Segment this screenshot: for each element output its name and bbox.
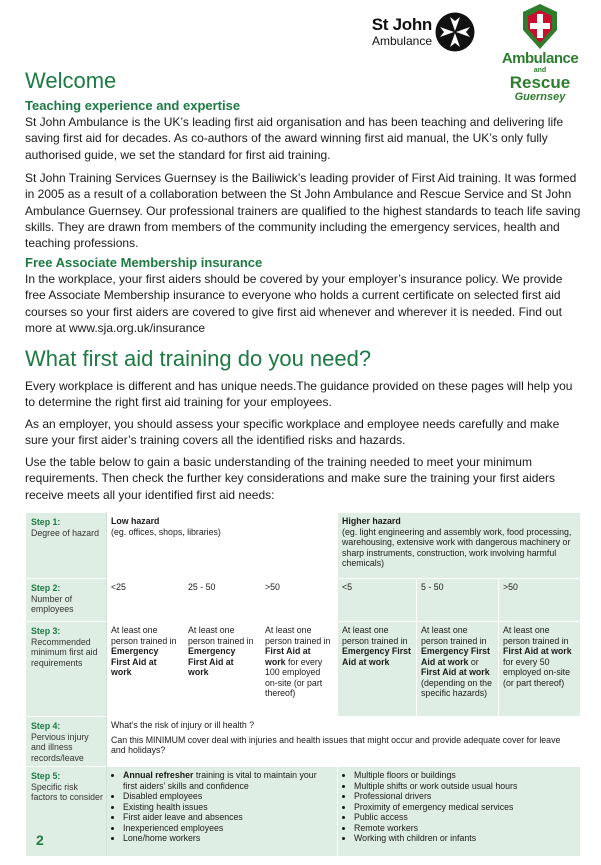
requirement-course: Emergency First Aid at work xyxy=(111,646,159,677)
list-item: • Lone/home workers xyxy=(123,833,333,844)
employee-range-cell: <5 xyxy=(338,579,417,622)
list-item xyxy=(123,770,333,791)
step-1-label xyxy=(26,513,107,579)
step-5-desc: Specific risk factors to consider xyxy=(31,781,103,802)
step-1-desc: Degree of hazard xyxy=(31,527,99,538)
training-paragraph-3: Use the table below to gain a basic understanding of the training needed to meet your minimum requirements. Then check the further key considerations and make sure the training your first aiders receive meets all your identified first aid needs: xyxy=(25,455,556,502)
table-row-step-2 xyxy=(26,579,581,622)
list-item: • Multiple shifts or work outside usual hours xyxy=(354,781,576,792)
welcome-heading: Welcome xyxy=(25,68,117,93)
requirement-cell xyxy=(417,622,499,717)
list-item: • Inexperienced employees xyxy=(123,823,333,834)
requirement-cell xyxy=(261,622,338,717)
insurance-paragraph: In the workplace, your first aiders should be covered by your employer’s insurance policy. We provide free Associate Membership insurance to everyone who holds a current certificate on selected first aid courses so your first aiders are covered to give first aid whenever and wherever it is needed. Find out more at www.sja.org.uk/insurance xyxy=(25,272,563,335)
step-2-desc: Number of employees xyxy=(31,593,74,614)
table-row-step-4 xyxy=(26,717,581,767)
requirement-course: Emergency First Aid at work xyxy=(188,646,236,677)
table-divider xyxy=(106,512,107,856)
requirement-text: or xyxy=(468,656,479,667)
requirement-course: First Aid at work xyxy=(421,667,490,677)
training-paragraph-2: As an employer, you should assess your specific workplace and employee needs carefully and make sure your first aider’s training covers all the identified risks and hazards. xyxy=(25,417,560,448)
risk-factors-left-list xyxy=(111,770,333,844)
step-2-label xyxy=(26,579,107,622)
step-4-label xyxy=(26,717,107,767)
requirement-cell xyxy=(184,622,261,717)
arg-wordmark-line1: Ambulance xyxy=(501,50,579,67)
arg-wordmark-line3: Rescue xyxy=(509,73,571,92)
higher-hazard-title: Higher hazard xyxy=(342,516,401,526)
step-2-title: Step 2: xyxy=(31,583,61,593)
insurance-subheading: Free Associate Membership insurance xyxy=(25,255,263,270)
step-3-label xyxy=(26,622,107,717)
list-item: • Existing health issues xyxy=(123,802,333,813)
list-item: • Professional drivers xyxy=(354,791,576,802)
step-4-title: Step 4: xyxy=(31,721,61,731)
requirement-text: At least one person trained in xyxy=(265,625,331,646)
list-item: • Working with children or infants xyxy=(354,833,576,844)
requirement-cell xyxy=(338,622,417,717)
list-item: • Public access xyxy=(354,812,576,823)
requirement-text: (depending on the specific hazards) xyxy=(421,677,492,698)
higher-hazard-desc: (eg. light engineering and assembly work, food processing, warehousing, extensive work with dangerous machinery or sharp instruments, construction, work involving harmful chemicals) xyxy=(342,526,572,568)
requirement-cell xyxy=(107,622,184,717)
training-heading: What first aid training do you need? xyxy=(25,346,372,371)
page-number: 2 xyxy=(36,832,44,848)
requirement-text: At least one person trained in xyxy=(342,625,408,646)
training-paragraph-1: Every workplace is different and has unique needs.The guidance provided on these pages will help you to determine the right first aid training for your employees. xyxy=(25,379,573,410)
step-4-desc: Pervious injury and illness records/leave xyxy=(31,731,89,763)
risk-questions-cell xyxy=(107,717,581,767)
low-hazard-desc: (eg. offices, shops, libraries) xyxy=(111,526,221,537)
arg-wordmark-line4: Guernsey xyxy=(514,91,566,103)
step-1-title: Step 1: xyxy=(31,517,61,527)
list-item: • Remote workers xyxy=(354,823,576,834)
employee-range-cell: >50 xyxy=(261,579,338,622)
step-3-title: Step 3: xyxy=(31,626,61,636)
requirement-text: for every 50 employed on-site (or part thereof) xyxy=(503,656,571,688)
sja-wordmark xyxy=(362,16,432,48)
requirement-course: First Aid at work xyxy=(265,646,311,667)
higher-hazard-cell xyxy=(338,513,581,579)
list-item: • First aider leave and absences xyxy=(123,812,333,823)
table-row-step-3 xyxy=(26,622,581,717)
risk-factors-right-cell xyxy=(338,767,581,857)
requirement-course: Emergency First Aid at work xyxy=(421,646,490,667)
step-5-title: Step 5: xyxy=(31,771,61,781)
requirement-text: for every 100 employed on-site (or part thereof) xyxy=(265,656,323,698)
requirement-text: At least one person trained in xyxy=(503,625,569,646)
employee-range-cell: 25 - 50 xyxy=(184,579,261,622)
risk-question-2: Can this MINIMUM cover deal with injuries and health issues that might occur and provide adequate cover for leave and holidays? xyxy=(111,734,561,755)
risk-factors-left-cell xyxy=(107,767,338,857)
table-row-step-1 xyxy=(26,513,581,579)
sja-wordmark-line2: Ambulance xyxy=(371,34,432,48)
sja-wordmark-line1: St John xyxy=(371,15,432,34)
cross-badge-icon xyxy=(521,4,559,50)
table-row-step-5 xyxy=(26,767,581,857)
st-john-ambulance-logo xyxy=(362,12,477,62)
requirement-text: At least one person trained in xyxy=(421,625,487,646)
employee-range-cell: >50 xyxy=(499,579,581,622)
low-hazard-title: Low hazard xyxy=(111,516,160,526)
risk-factor-bold: Annual refresher xyxy=(123,770,194,780)
arg-wordmark-line2: and xyxy=(533,67,547,74)
training-table xyxy=(25,512,580,856)
employee-range-cell: <25 xyxy=(107,579,184,622)
teaching-subheading: Teaching experience and expertise xyxy=(25,98,241,113)
list-item: • Proximity of emergency medical services xyxy=(354,802,576,813)
list-item: • Multiple floors or buildings xyxy=(354,770,576,781)
requirement-cell xyxy=(499,622,581,717)
welcome-paragraph-2: St John Training Services Guernsey is the Bailiwick’s leading provider of First Aid training. It was formed in 2005 as a result of a collaboration between the St John Ambulance and Rescue Service and St John Ambulance Guernsey. Our professional trainers are qualified to the highest standards to teach life saving skills. They are drawn from members of the community including the emergency services, health and teaching professions. xyxy=(25,171,581,251)
employee-range-cell: 5 - 50 xyxy=(417,579,499,622)
requirement-text: At least one person trained in xyxy=(111,625,177,646)
welcome-paragraph-1: St John Ambulance is the UK’s leading first aid organisation and has been teaching and delivering life saving first aid for decades. As co-authors of the award winning first aid manual, the UK’s only fully authorised guide, we set the standard for first aid training. xyxy=(25,115,564,162)
risk-question-1: What’s the risk of injury or ill health ? xyxy=(111,720,255,730)
maltese-cross-icon xyxy=(435,12,475,52)
list-item: • Disabled employees xyxy=(123,791,333,802)
step-3-desc: Recommended minimum first aid requirements xyxy=(31,636,98,668)
requirement-course: Emergency First Aid at work xyxy=(342,646,411,667)
requirement-course: First Aid at work xyxy=(503,646,572,656)
risk-factors-right-list xyxy=(342,770,576,844)
risk-factor-text: training is vital to maintain your first aiders’ skills and confidence xyxy=(123,770,317,791)
requirement-text: At least one person trained in xyxy=(188,625,254,646)
low-hazard-cell xyxy=(107,513,338,579)
